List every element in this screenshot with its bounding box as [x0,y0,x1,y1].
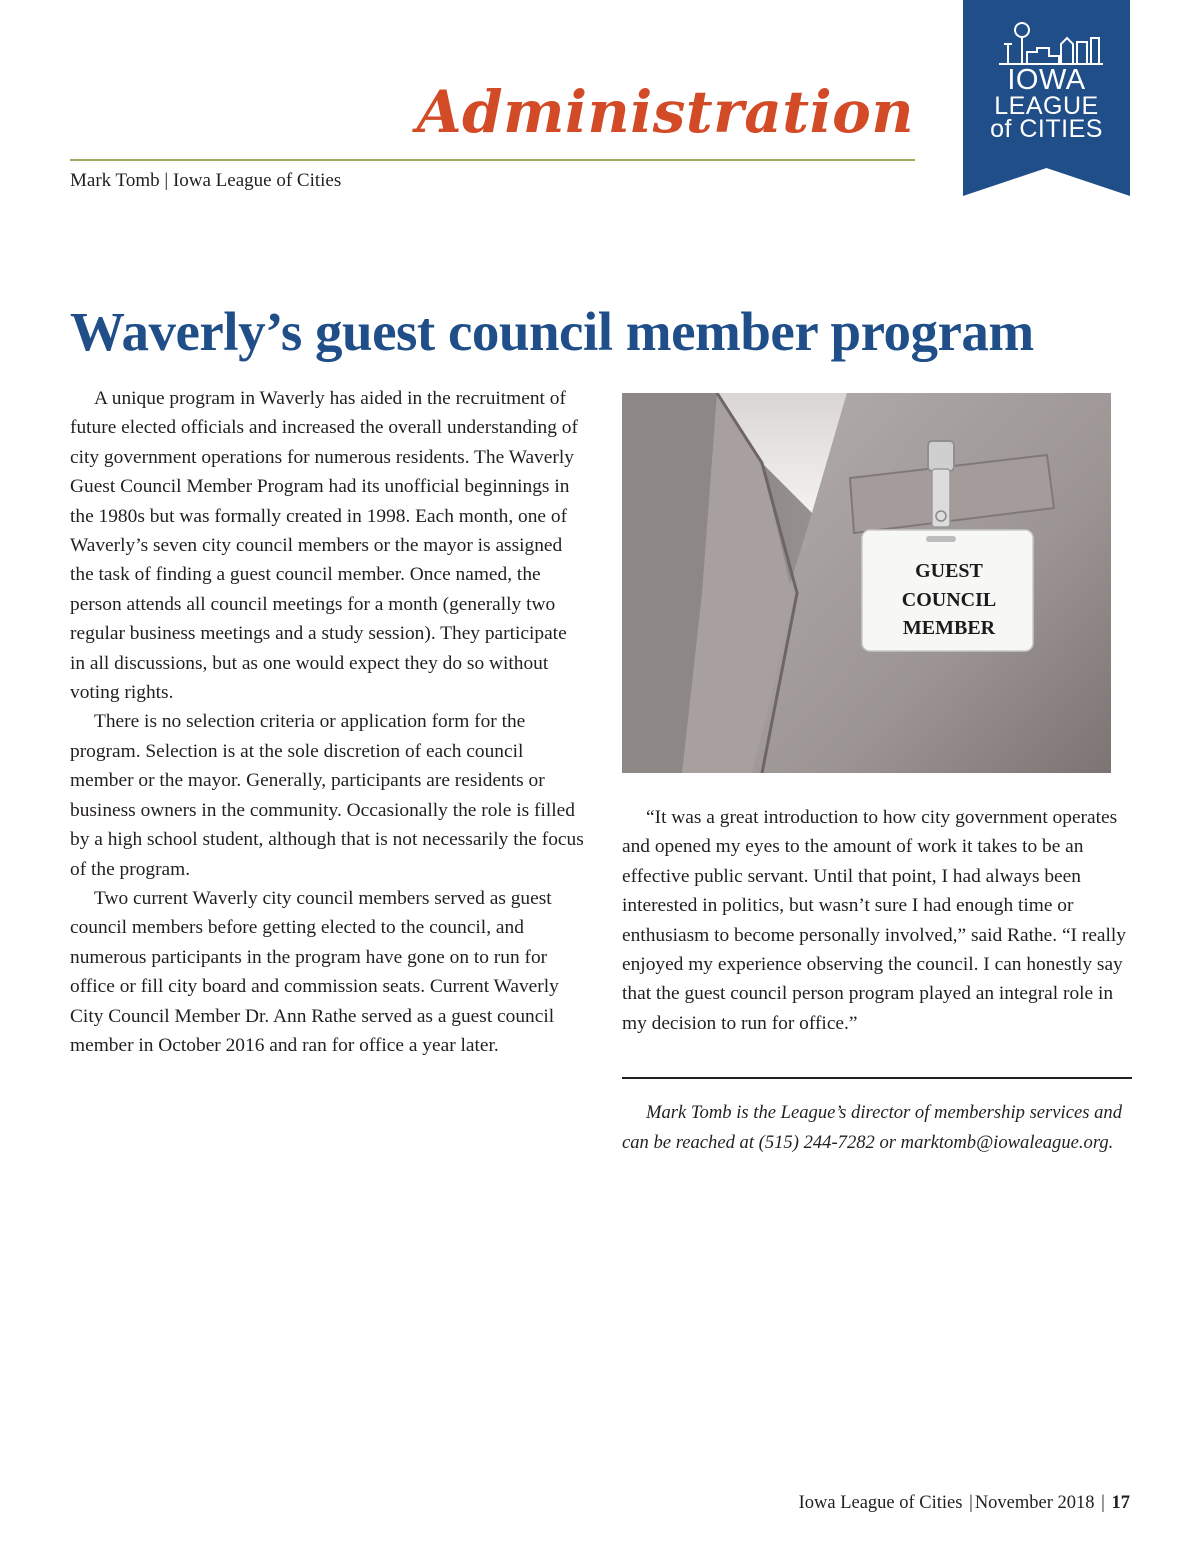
article-column-right [622,803,1134,1038]
article-headline: Waverly’s guest council member program [70,301,1034,362]
bio-divider [622,1077,1132,1079]
byline-separator: | [164,170,169,191]
section-title: Administration [416,78,914,146]
rathe-quote: “It was a great introduction to how city government operates and opened my eyes to the amount of work it takes to be an effective public servant. Until that point, I had always been interested in politics, but wasn’t sure I had enough time or enthusiasm to become personally involved,” said Rathe. “I really enjoyed my experience observing the council. I can honestly say that the guest council person program played an integral role in my decision to run for office.” [622,807,1127,1034]
page-number: 17 [1111,1493,1130,1513]
page-footer: Iowa League of Cities | November 2018 | 17 [798,1493,1130,1513]
badge-line: MEMBER [902,617,996,639]
logo-wordmark [963,66,1130,141]
footer-issue: November 2018 [974,1493,1095,1513]
badge-line: COUNCIL [901,588,997,611]
iowa-league-logo [963,0,1130,196]
article-column-left [70,384,585,1060]
article-paragraph: Two current Waverly city council members served as guest council members before getting elected to the council, and numerous participants in the program have gone on to run for office or fill city board and commission seats. Current Waverly City Council Member Dr. Ann Rathe served as a guest council member in October 2016 and ran for office a year later. [70,887,559,1056]
article-paragraph: A unique program in Waverly has aided in the recruitment of future elected officials and increased the overall understanding of city government operations for numerous residents. The Waverly Guest Council Member Program had its unofficial beginnings in the 1980s but was formally created in 1998. Each month, one of Waverly’s seven city council members or the mayor is assigned the task of finding a guest council member. Once named, the person attends all council meetings for a month (generally two regular business meetings and a study session). They participate in all discussions, but as one would expect they do so without voting rights. [70,388,578,704]
badge-line: GUEST [915,560,983,582]
author-bio-text: Mark Tomb is the League’s director of membership services and can be reached at (515) 244-7282 or marktomb@iowaleague.org. [622,1102,1122,1153]
byline [70,170,341,192]
logo-line-cities: of CITIES [990,115,1103,143]
header-rule [70,159,915,161]
author-bio [622,1098,1134,1158]
article-paragraph: There is no selection criteria or application form for the program. Selection is at the sole discretion of each council member or the mayor. Generally, participants are residents or business owners in the community. Occasionally the role is filled by a high school student, although that is not necessarily the focus of the program. [70,711,584,880]
byline-author: Mark Tomb [70,170,160,191]
badge-label [866,557,1032,643]
byline-org: Iowa League of Cities [172,170,342,191]
logo-line-iowa: IOWA [1007,64,1086,96]
logo-line-league: LEAGUE [994,92,1099,120]
footer-publication: Iowa League of Cities [798,1493,963,1513]
